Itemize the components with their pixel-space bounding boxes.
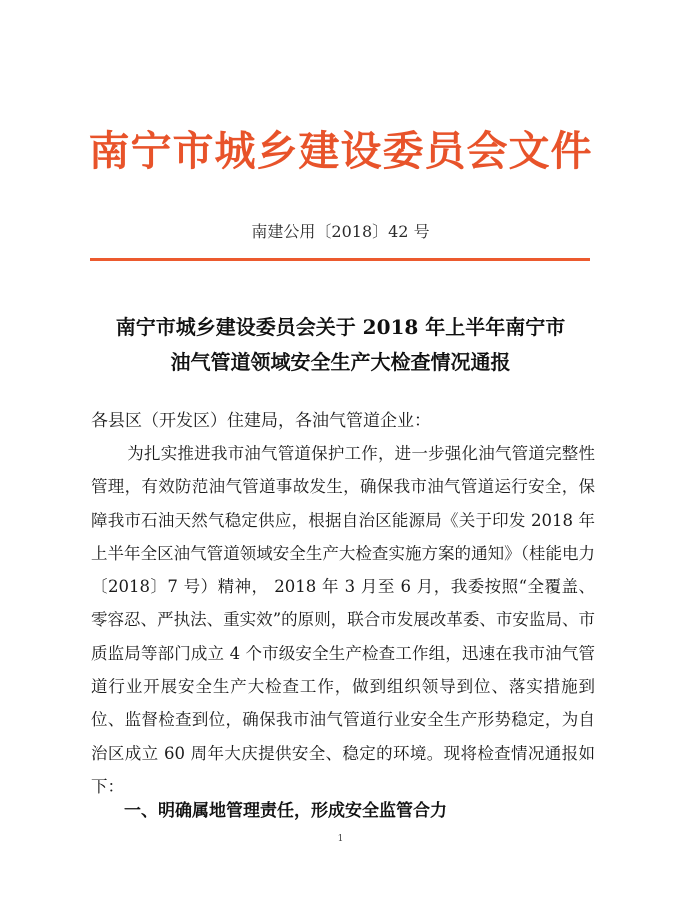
document-title-line-1: 南宁市城乡建设委员会关于 2018 年上半年南宁市 xyxy=(115,315,566,339)
document-title-line-2: 油气管道领域安全生产大检查情况通报 xyxy=(170,350,511,374)
document-number: 南建公用〔2018〕42 号 xyxy=(251,222,430,241)
red-divider-line xyxy=(90,258,590,261)
section-heading: 一、明确属地管理责任，形成安全监管合力 xyxy=(124,801,447,821)
page-number: 1 xyxy=(337,834,344,844)
issuer-header: 南宁市城乡建设委员会文件 xyxy=(88,127,593,175)
salutation: 各县区（开发区）住建局，各油气管道企业： xyxy=(91,411,431,431)
body-paragraph: 为扎实推进我市油气管道保护工作，进一步强化油气管道完整性管理，有效防范油气管道事故发生，确保我市油气管道运行安全，保障我市石油天然气稳定供应，根据自治区能源局《关于印发 2018 年上半年全区油气管道领域安全生产大检查实施方案的通知》（桂能电力〔2018〕7 号）精神， 2018 年 3 月至 6 月，我委按照“全覆盖、零容忍、严执法、重实效”的原则，联合市发展改革委、市安监局、市质监局等部门成立 4 个市级安全生产检查工作组，迅速在我市油气管道行业开展安全生产大检查工作，做到组织领导到位、落实措施到位、监督检查到位，确保我市油气管道行业安全生产形势稳定，为自治区成立 60 周年大庆提供安全、稳定的环境。现将检查情况通报如下： xyxy=(91,444,595,796)
